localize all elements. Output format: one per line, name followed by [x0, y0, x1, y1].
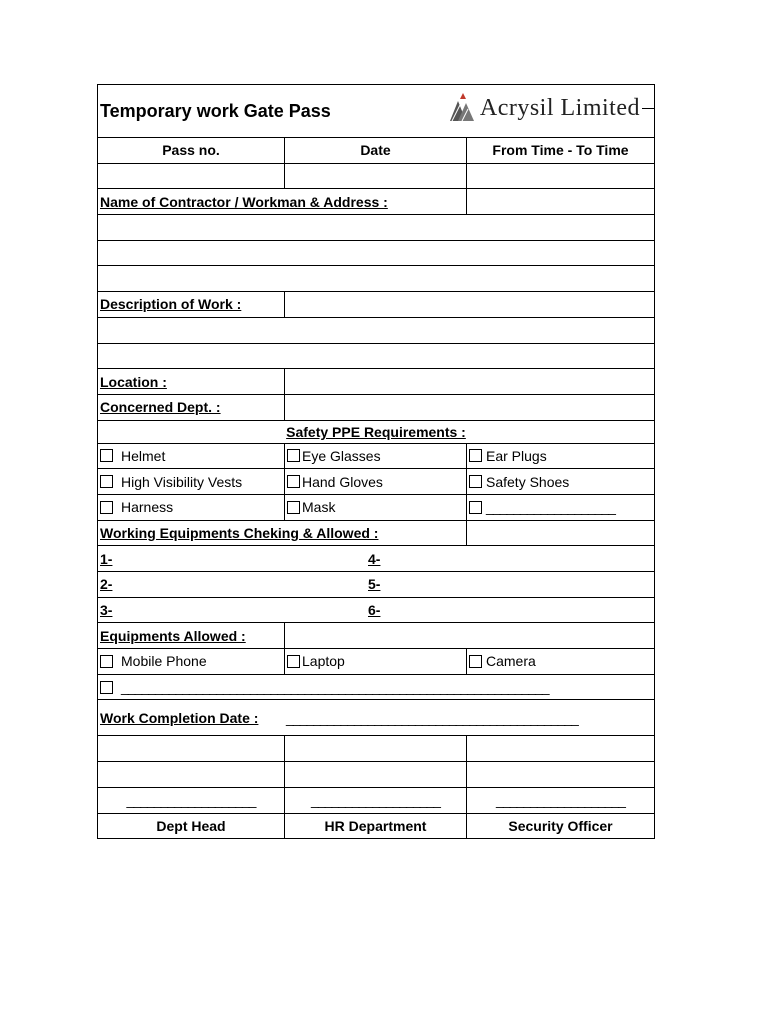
- equipment-row-3: [98, 597, 654, 623]
- ppe-option-other[interactable]: [466, 495, 654, 520]
- ppe-label: Safety Shoes: [486, 473, 570, 490]
- sign-space-security[interactable]: [466, 736, 654, 761]
- ppe-label: Mask: [302, 499, 336, 516]
- ppe-label: Ear Plugs: [486, 447, 547, 464]
- ppe-option-ear-plugs[interactable]: [466, 444, 654, 469]
- completion-blank[interactable]: ___________________________________________: [286, 709, 578, 726]
- equip-option-other[interactable]: [98, 675, 654, 700]
- ppe-row-2: [98, 468, 654, 494]
- checkbox-icon[interactable]: [100, 655, 113, 668]
- column-header-row: [98, 137, 654, 163]
- checkbox-icon[interactable]: [287, 501, 300, 514]
- dept-head-label: Dept Head: [156, 817, 226, 834]
- checkbox-icon[interactable]: [287, 475, 300, 488]
- ppe-label: Eye Glasses: [302, 447, 381, 464]
- checkbox-icon[interactable]: [100, 449, 113, 462]
- logo-text: Acrysil Limited: [479, 94, 640, 121]
- date-field[interactable]: [284, 164, 466, 189]
- signature-space-2: [98, 761, 654, 787]
- form-title: Temporary work Gate Pass: [100, 100, 331, 121]
- checkbox-icon[interactable]: [100, 475, 113, 488]
- equipment-number: 4-: [368, 550, 381, 567]
- equip-allowed-row: [98, 622, 654, 648]
- description-label: Description of Work :: [100, 296, 242, 313]
- pass-no-field[interactable]: [98, 164, 284, 189]
- description-line-2[interactable]: [98, 343, 654, 369]
- equipment-heading-row: [98, 520, 654, 546]
- ppe-option-vests[interactable]: [98, 469, 284, 494]
- equip-other-row: [98, 674, 654, 700]
- location-row: [98, 368, 654, 394]
- ppe-heading-row: [98, 420, 654, 443]
- description-field[interactable]: [284, 292, 654, 317]
- equipment-number: 2-: [100, 576, 113, 593]
- sign-space-hr-2[interactable]: [284, 762, 466, 787]
- equip-option-laptop[interactable]: [284, 649, 466, 674]
- logo-rule: [642, 108, 654, 109]
- equip-label: Camera: [486, 653, 536, 670]
- pass-entry-row: [98, 163, 654, 189]
- sign-space-dept[interactable]: [98, 736, 284, 761]
- sign-space-security-2[interactable]: [466, 762, 654, 787]
- ppe-label: Hand Gloves: [302, 473, 383, 490]
- sign-line-security[interactable]: ___________________: [466, 788, 654, 813]
- contractor-line-3[interactable]: [98, 265, 654, 291]
- ppe-heading: Safety PPE Requirements :: [286, 423, 466, 440]
- checkbox-icon[interactable]: [469, 475, 482, 488]
- equip-allowed-label: Equipments Allowed :: [100, 627, 246, 644]
- dept-field[interactable]: [284, 395, 654, 420]
- ppe-option-helmet[interactable]: [98, 444, 284, 469]
- equip-option-phone[interactable]: [98, 649, 284, 674]
- ppe-other-blank: ___________________: [486, 499, 615, 516]
- ppe-option-harness[interactable]: [98, 495, 284, 520]
- security-officer-label: Security Officer: [466, 814, 654, 839]
- sign-space-hr[interactable]: [284, 736, 466, 761]
- checkbox-icon[interactable]: [100, 681, 113, 694]
- equipment-number: 1-: [100, 550, 113, 567]
- company-logo: [446, 91, 654, 125]
- dept-label: Concerned Dept. :: [100, 399, 221, 416]
- equipment-number: 3-: [100, 602, 113, 619]
- equip-label: Mobile Phone: [121, 653, 207, 670]
- description-row: [98, 291, 654, 317]
- title-row: [98, 85, 654, 137]
- sign-line-hr[interactable]: ___________________: [284, 788, 466, 813]
- signature-label-row: [98, 813, 654, 839]
- equipment-row-2: [98, 571, 654, 597]
- equip-label: Laptop: [302, 653, 345, 670]
- ppe-label: Helmet: [121, 447, 166, 464]
- equip-option-camera[interactable]: [466, 649, 654, 674]
- ppe-label: Harness: [121, 499, 174, 516]
- location-label: Location :: [100, 373, 167, 390]
- description-line-1[interactable]: [98, 317, 654, 343]
- equipment-row-1: [98, 545, 654, 571]
- date-header: Date: [284, 138, 466, 163]
- contractor-line-2[interactable]: [98, 240, 654, 266]
- contractor-line-1[interactable]: [98, 214, 654, 240]
- ppe-label: High Visibility Vests: [121, 473, 243, 490]
- checkbox-icon[interactable]: [287, 655, 300, 668]
- ppe-option-mask[interactable]: [284, 495, 466, 520]
- ppe-option-gloves[interactable]: [284, 469, 466, 494]
- time-field[interactable]: [466, 164, 654, 189]
- contractor-row: [98, 188, 654, 214]
- equipment-heading: Working Equipments Cheking & Allowed :: [100, 524, 379, 541]
- completion-row: [98, 699, 654, 735]
- signature-space-1: [98, 735, 654, 761]
- equipment-side-field[interactable]: [466, 521, 654, 546]
- equip-allowed-field[interactable]: [284, 623, 654, 648]
- checkbox-icon[interactable]: [287, 449, 300, 462]
- pass-no-header: Pass no.: [162, 142, 220, 159]
- logo-mark-icon: [446, 93, 480, 123]
- sign-space-dept-2[interactable]: [98, 762, 284, 787]
- signature-line-row: [98, 787, 654, 813]
- ppe-option-shoes[interactable]: [466, 469, 654, 494]
- equip-items-row: [98, 648, 654, 674]
- equip-other-blank: _______________________________________________________________: [121, 679, 549, 696]
- checkbox-icon[interactable]: [100, 501, 113, 514]
- equipment-number: 6-: [368, 602, 381, 619]
- time-header: From Time - To Time: [466, 138, 654, 163]
- contractor-label: Name of Contractor / Workman & Address :: [100, 193, 388, 210]
- gate-pass-form: [97, 84, 655, 839]
- hr-department-label: HR Department: [284, 814, 466, 839]
- contractor-side-field[interactable]: [466, 189, 654, 214]
- location-field[interactable]: [284, 369, 654, 394]
- checkbox-icon[interactable]: [469, 501, 482, 514]
- dept-row: [98, 394, 654, 420]
- ppe-option-eye-glasses[interactable]: [284, 444, 466, 469]
- ppe-row-3: [98, 494, 654, 520]
- sign-line-dept[interactable]: ___________________: [126, 792, 256, 809]
- checkbox-icon[interactable]: [469, 655, 482, 668]
- checkbox-icon[interactable]: [469, 449, 482, 462]
- ppe-row-1: [98, 443, 654, 469]
- equipment-number: 5-: [368, 576, 381, 593]
- completion-label: Work Completion Date :: [100, 709, 259, 726]
